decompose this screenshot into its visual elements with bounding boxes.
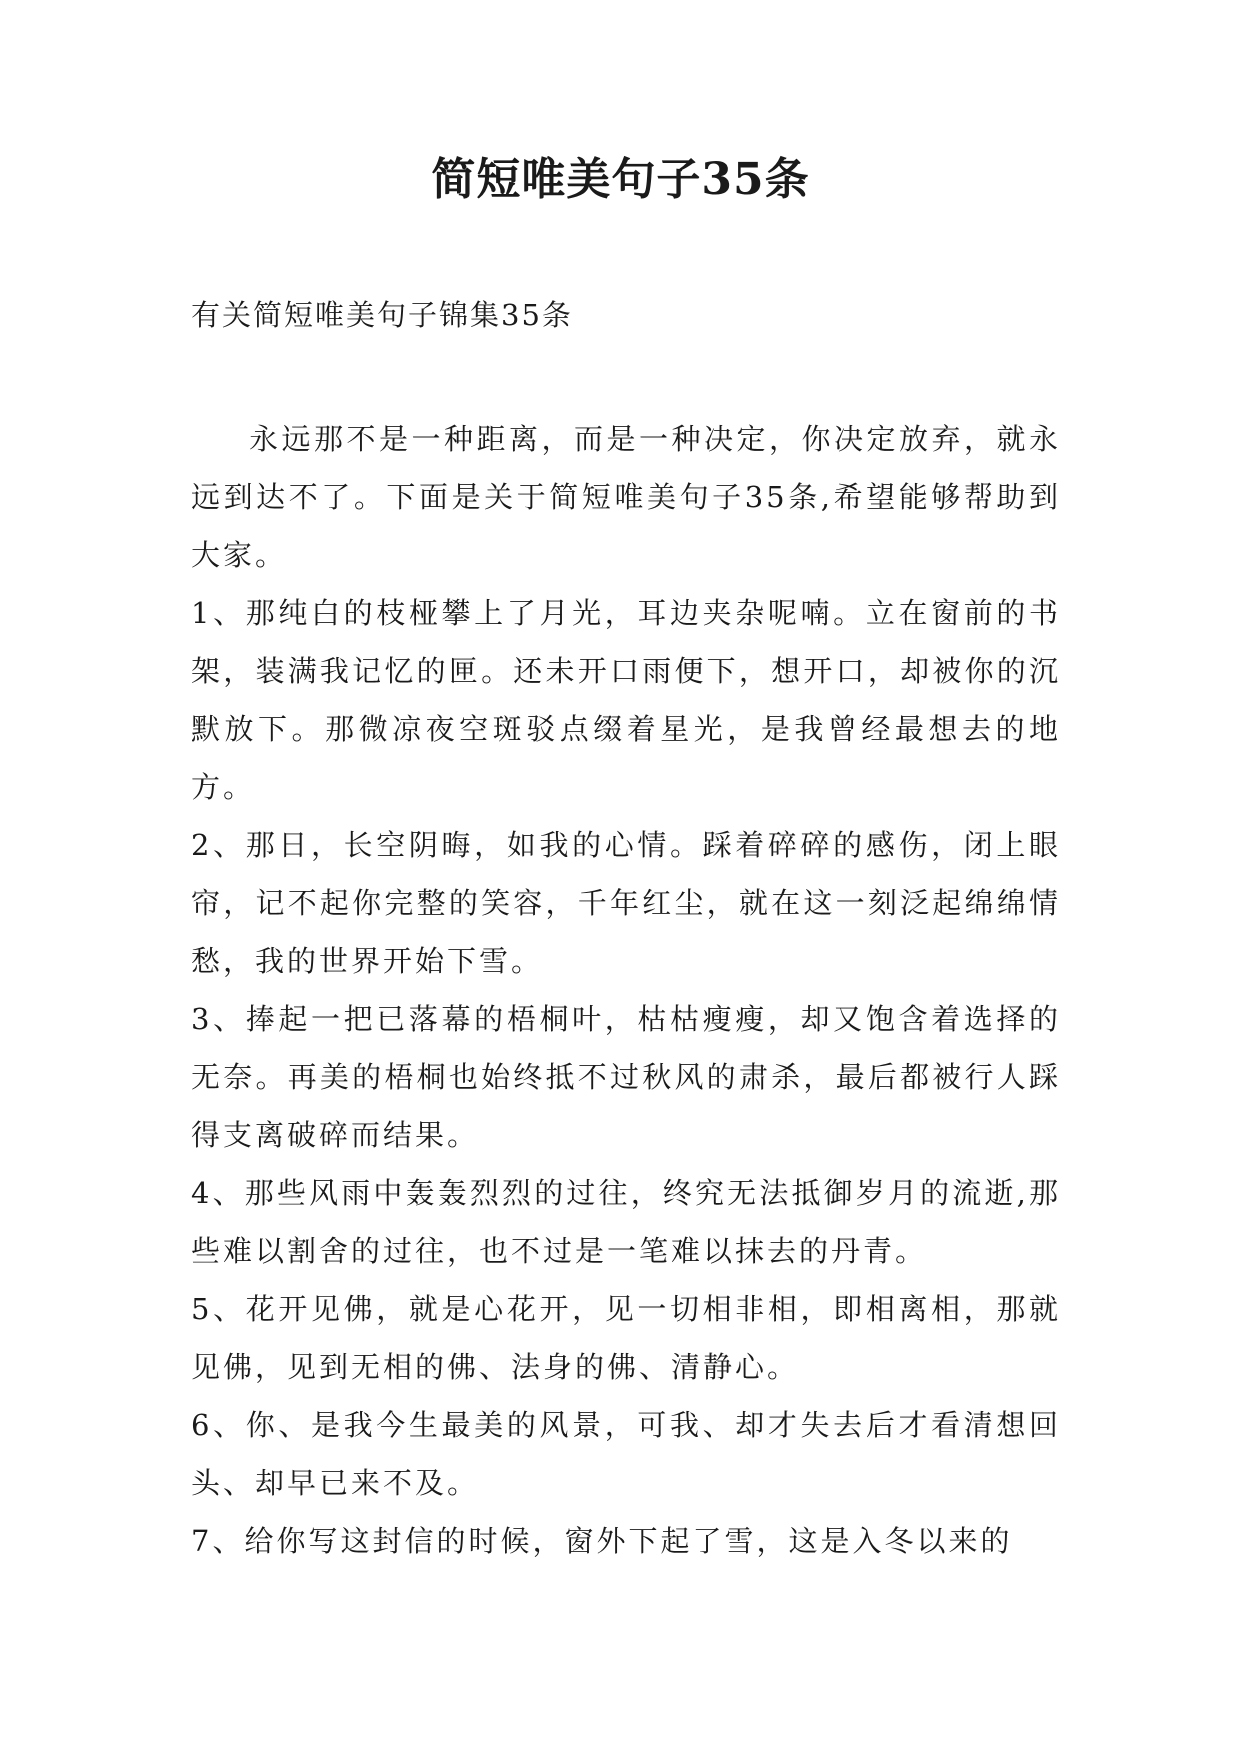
- document-body: [191, 410, 1061, 1570]
- list-item: 1、那纯白的枝桠攀上了月光，耳边夹杂呢喃。立在窗前的书架，装满我记忆的匣。还未开口雨便下，想开口，却被你的沉默放下。那微凉夜空斑驳点缀着星光，是我曾经最想去的地方。: [191, 596, 1061, 804]
- list-item: 6、你、是我今生最美的风景，可我、却才失去后才看清想回头、却早已来不及。: [191, 1408, 1061, 1500]
- list-item: 7、给你写这封信的时候，窗外下起了雪，这是入冬以来的: [191, 1524, 1013, 1558]
- list-item: 2、那日，长空阴晦，如我的心情。踩着碎碎的感伤，闭上眼帘，记不起你完整的笑容，千年红尘，就在这一刻泛起绵绵情愁，我的世界开始下雪。: [191, 828, 1061, 978]
- list-item: 3、捧起一把已落幕的梧桐叶，枯枯瘦瘦，却又饱含着选择的无奈。再美的梧桐也始终抵不过秋风的肃杀，最后都被行人踩得支离破碎而结果。: [191, 1002, 1061, 1152]
- document-subtitle: 有关简短唯美句子锦集35条: [191, 298, 573, 332]
- document-title: 简短唯美句子35条: [431, 154, 810, 205]
- intro-paragraph: 永远那不是一种距离，而是一种决定，你决定放弃，就永远到达不了。下面是关于简短唯美句子35条,希望能够帮助到大家。: [191, 422, 1061, 572]
- list-item: 4、那些风雨中轰轰烈烈的过往，终究无法抵御岁月的流逝,那些难以割舍的过往，也不过是一笔难以抹去的丹青。: [191, 1176, 1061, 1268]
- list-item: 5、花开见佛，就是心花开，见一切相非相，即相离相，那就见佛，见到无相的佛、法身的佛、清静心。: [191, 1292, 1061, 1384]
